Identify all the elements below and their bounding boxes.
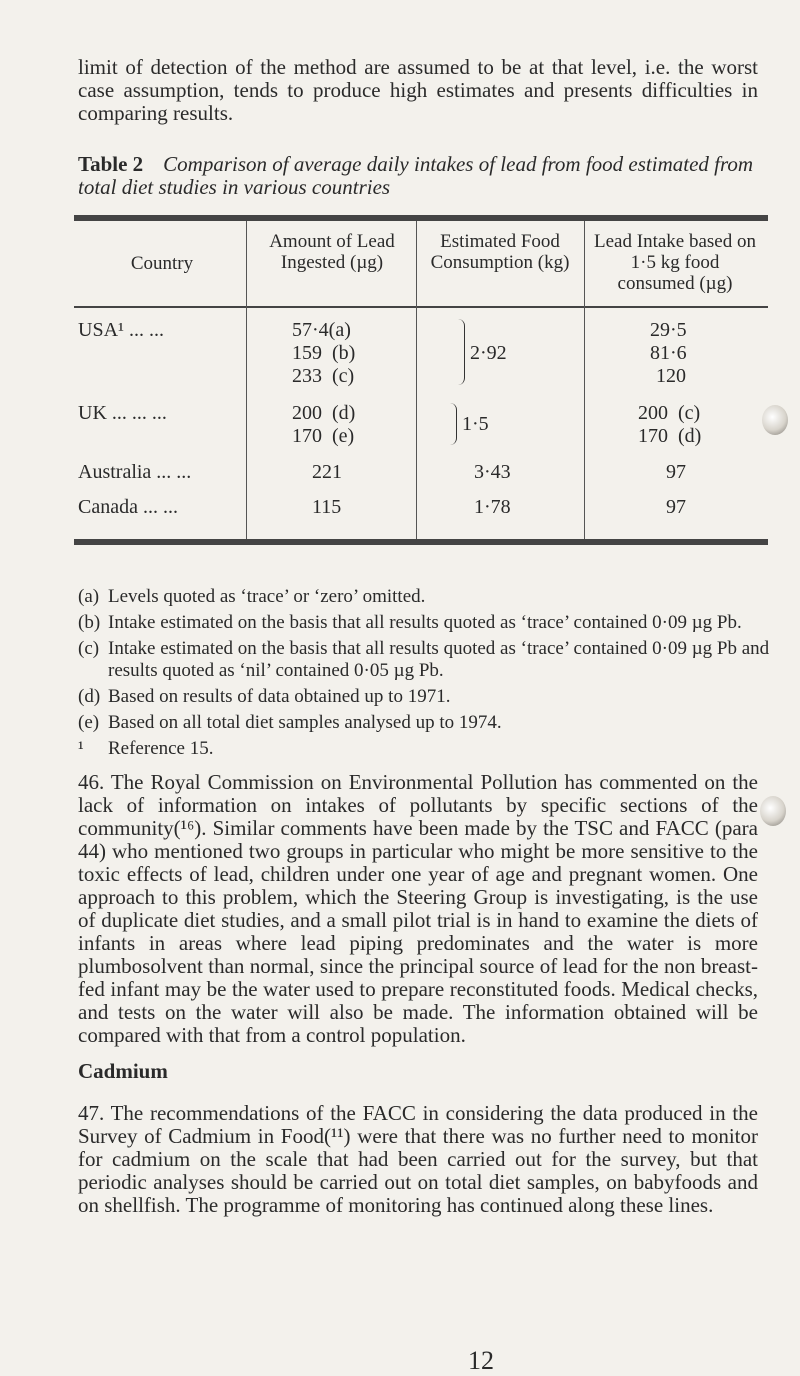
cell-intake: 81·6 [650,342,687,364]
header-food-consumption: Estimated Food Consumption (kg) [430,231,570,273]
footnote-key: (e) [78,712,100,733]
punch-hole-icon [762,405,788,435]
brace-icon [458,319,465,385]
document-page [78,55,770,1375]
cell-food: 2·92 [470,342,507,364]
footnote-text: Levels quoted as ‘trace’ or ‘zero’ omitted. [108,586,426,607]
lead-intake-table [78,215,758,545]
header-lead-ingested: Amount of Lead Ingested (µg) [269,231,395,273]
row-country: UK ... ... ... [78,402,167,424]
row-country: Australia ... ... [78,461,192,483]
punch-hole-icon [760,796,786,826]
footnote-text: Intake estimated on the basis that all results quoted as ‘trace’ contained 0·09 µg Pb. [108,612,742,633]
intro-paragraph: limit of detection of the method are assumed to be at that level, i.e. the worst case assumption, tends to produce high estimates and presents difficulties in comparing results. [78,55,758,125]
footnote-text: Based on results of data obtained up to 1971. [108,686,451,707]
cell-food: 1·78 [474,496,511,518]
brace-icon [450,403,457,445]
footnote [78,738,778,760]
footnote [78,586,778,608]
footnote-text: Based on all total diet samples analysed up to 1974. [108,712,502,733]
footnote-key: (b) [78,612,101,633]
cell-intake: 120 [656,365,686,387]
table-footnotes [78,586,778,764]
column-divider [246,221,247,539]
header-lead-intake: Lead Intake based on 1·5 kg food consumed (µg) [594,231,756,294]
cell-lead: 200 (d) [292,402,356,424]
cell-lead: 159 (b) [292,342,356,364]
page-number: 12 [468,1346,494,1375]
footnote-key: (a) [78,586,100,607]
cell-lead: 115 [312,496,342,518]
footnote-key: (d) [78,686,101,707]
column-divider [416,221,417,539]
table-top-rule [74,215,768,221]
cell-intake: 170 (d) [638,425,702,447]
table-caption [78,153,758,199]
cell-lead: 170 (e) [292,425,355,447]
table-header-rule [74,306,768,308]
row-country: Canada ... ... [78,496,178,518]
cell-intake: 29·5 [650,319,687,341]
row-country: USA¹ ... ... [78,319,165,341]
footnote [78,712,778,734]
cell-intake: 200 (c) [638,402,701,424]
cell-lead: 233 (c) [292,365,355,387]
footnote-key: (c) [78,638,100,659]
cell-food: 1·5 [462,413,489,435]
cell-intake: 97 [666,461,686,483]
paragraph-46: 46. The Royal Commission on Environmental Pollution has commented on the lack of information on intakes of pollutants by specific sections of the community(¹⁶). Similar comments have been made by the TSC and FACC (para 44) who mentioned two groups in particular who might be more sensitive to the toxic effects of lead, children under one year of age and pregnant women. One approach to this problem, which the Steering Group is investigating, is the use of duplicate diet studies, and a small pilot trial is in hand to examine the diets of infants in areas where lead piping predominates and the water is more plumbosolvent than normal, since the principal source of lead for the non breast-fed infant may be the water used to prepare reconstituted foods. Medical checks, and tests on the water will also be made. The information obtained will be compared with that from a control population. [78,770,758,1047]
table-title: Comparison of average daily intakes of lead from food estimated from total diet studies in various countries [78,152,754,199]
table-bottom-rule [74,539,768,545]
footnote [78,686,778,708]
cell-lead: 57·4(a) [292,319,351,341]
section-heading-cadmium: Cadmium [78,1059,168,1083]
cell-food: 3·43 [474,461,511,483]
footnote-text: Reference 15. [108,738,214,759]
table-label: Table 2 [78,152,144,176]
paragraph-47: 47. The recommendations of the FACC in considering the data produced in the Survey of Cadmium in Food(¹¹) were that there was no further need to monitor for cadmium on the scale that had been carried out for the survey, but that periodic analyses should be carried out on total diet samples, on babyfoods and on shellfish. The programme of monitoring has continued along these lines. [78,1101,758,1217]
column-divider [584,221,585,539]
footnote-key: ¹ [78,738,84,759]
header-country: Country [130,253,194,274]
footnote [78,612,778,634]
cell-lead: 221 [312,461,342,483]
cell-intake: 97 [666,496,686,518]
footnote [78,638,778,682]
footnote-text: Intake estimated on the basis that all results quoted as ‘trace’ contained 0·09 µg Pb and results quoted as ‘nil’ contained 0·05 µg Pb. [108,638,770,681]
